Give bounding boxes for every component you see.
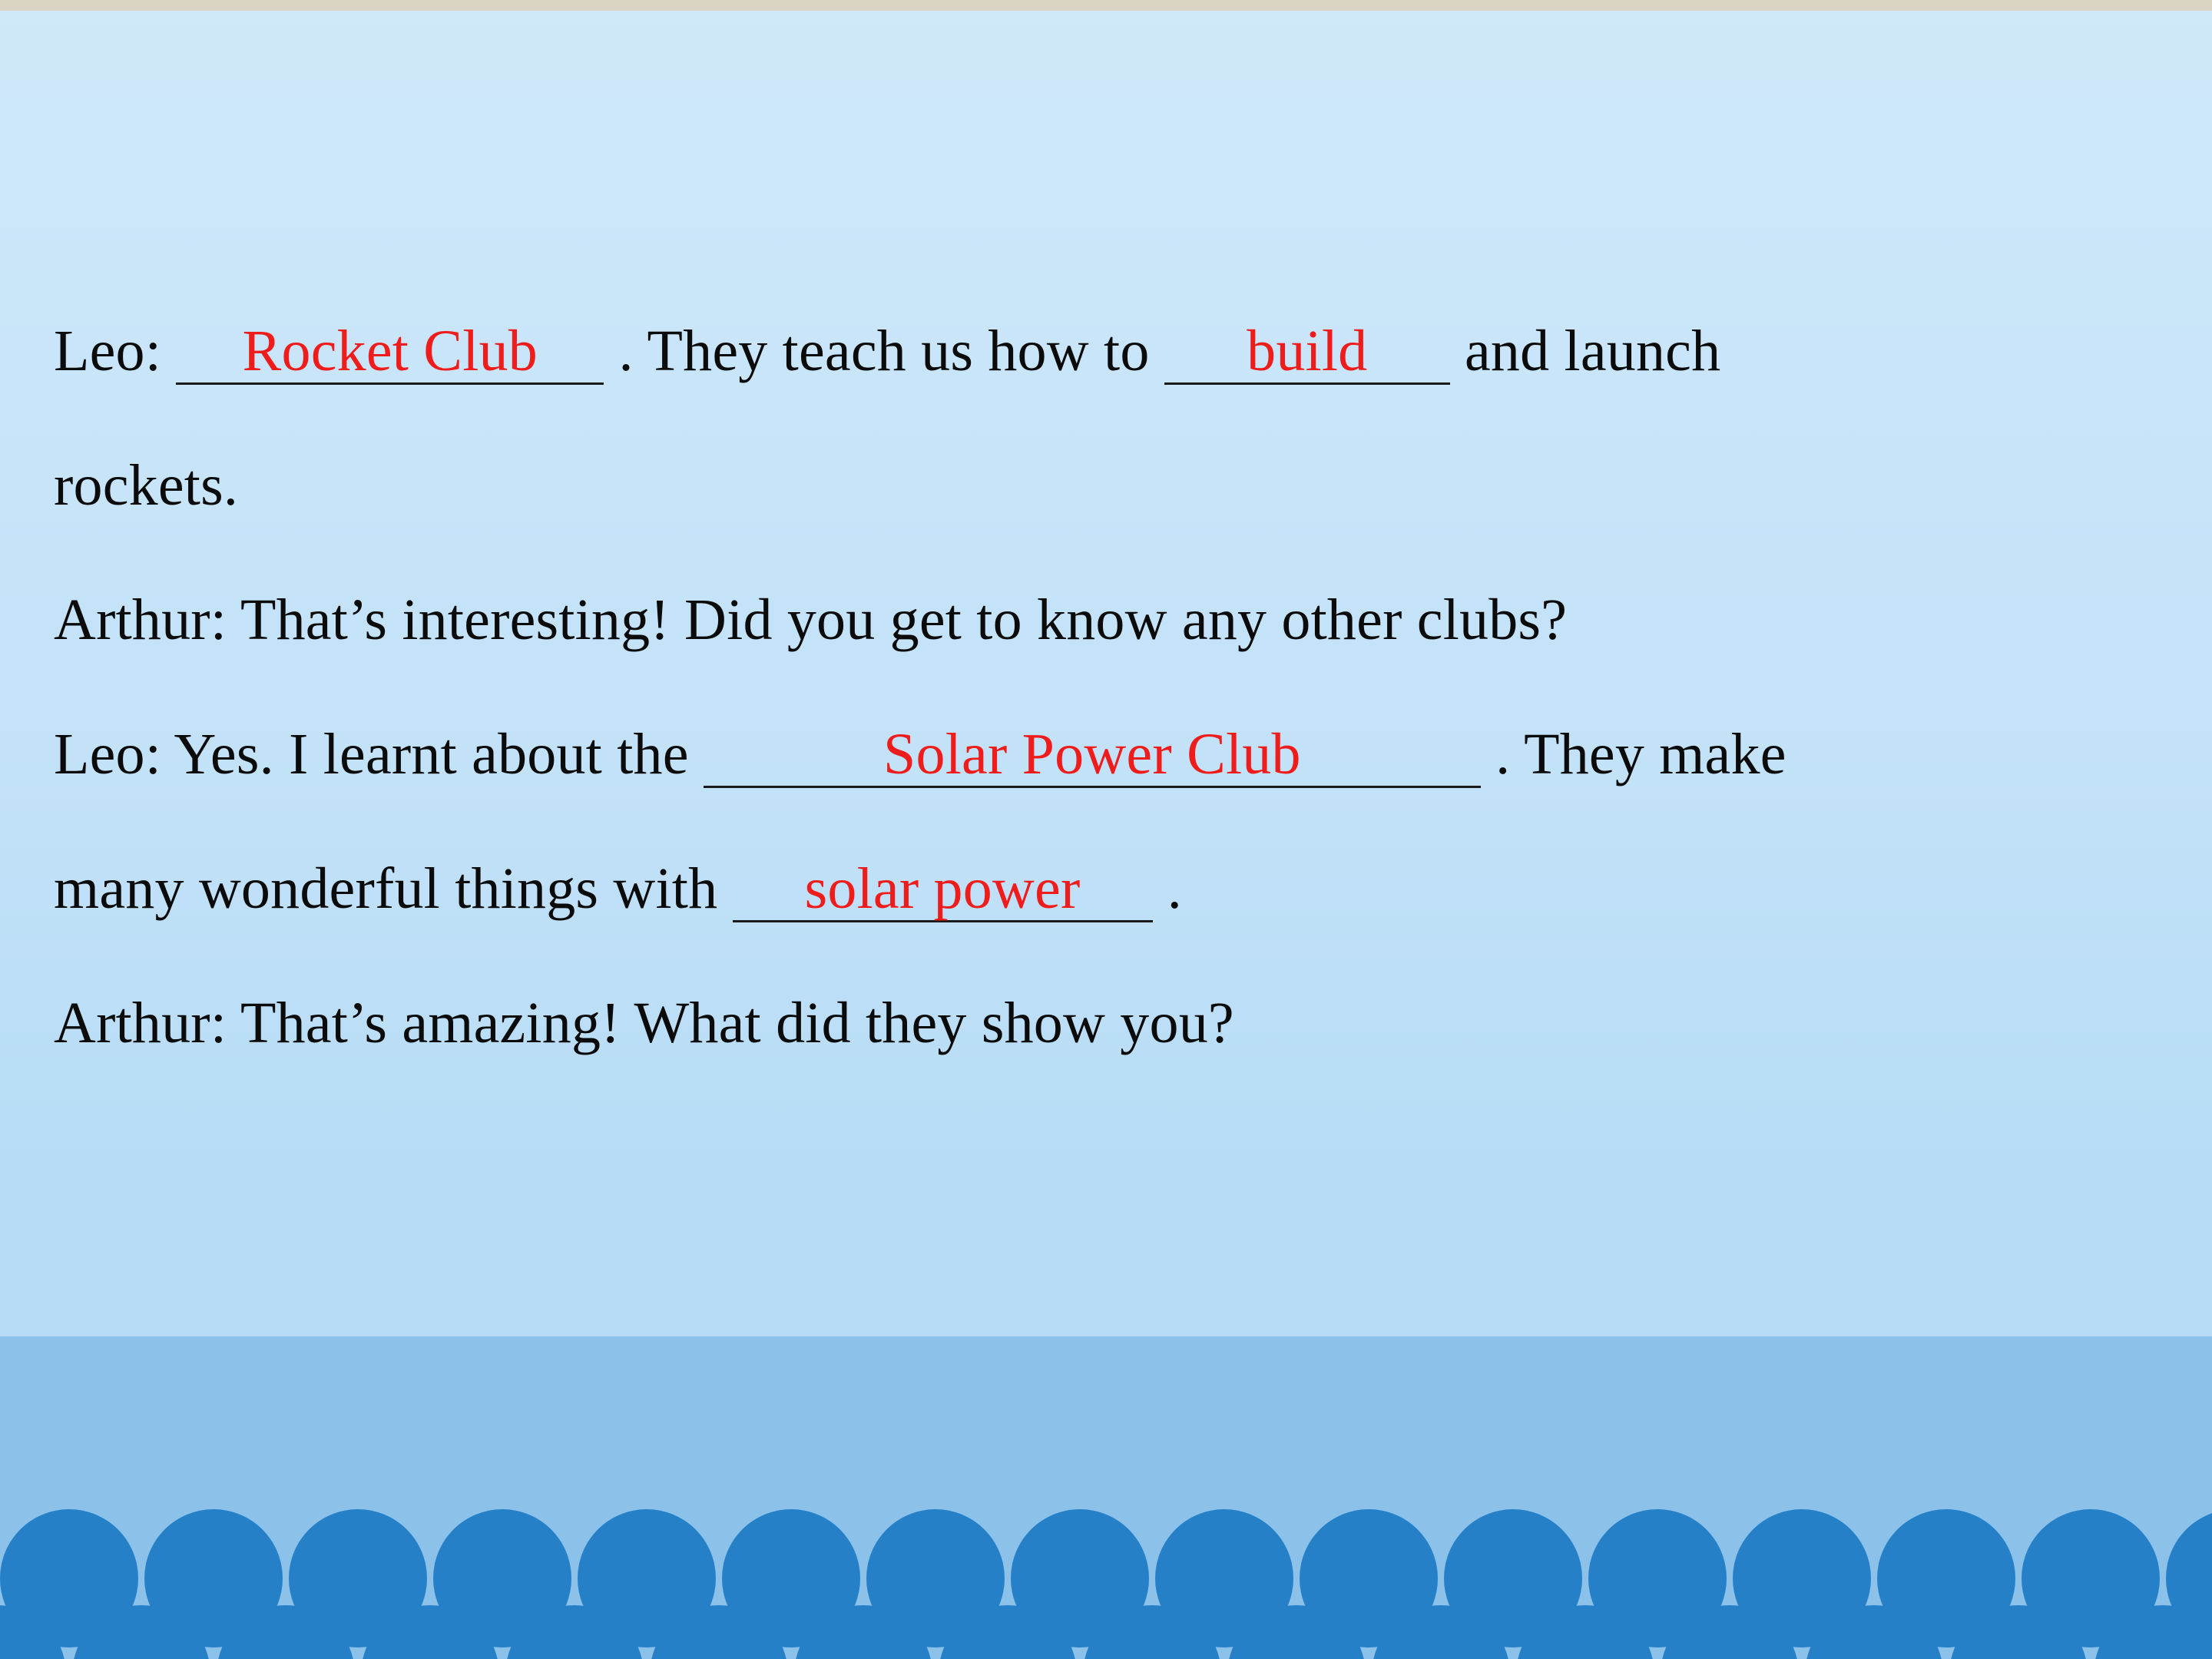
dialogue-line-2: rockets. [54, 453, 239, 518]
answer-blank-rocket-club: Rocket Club [176, 321, 604, 385]
dialogue-line-5 [54, 822, 2128, 956]
speaker-label-leo-1: Leo: [54, 319, 162, 383]
line-4-trailing-text: . They make [1495, 722, 1786, 786]
scallop-circle [217, 1605, 355, 1659]
line-5-leading-text: many wonderful things with [54, 856, 718, 921]
scallop-circle [939, 1605, 1077, 1659]
scallop-circle [1227, 1605, 1366, 1659]
line-5-trailing-text: . [1167, 856, 1182, 921]
scallop-circle [650, 1605, 788, 1659]
scallop-circle [1083, 1605, 1221, 1659]
scallop-circle [1949, 1605, 2088, 1659]
dialogue-body [54, 284, 2128, 1091]
answer-blank-build: build [1164, 321, 1450, 385]
scallop-circle [1372, 1605, 1510, 1659]
answer-blank-solar-power: solar power [733, 859, 1153, 922]
dialogue-line-1 [54, 284, 2128, 419]
scallop-row-bottom [0, 1605, 2140, 1659]
scallop-circle [72, 1605, 210, 1659]
scallop-circle [505, 1605, 644, 1659]
top-edge-strip [0, 0, 2212, 11]
dialogue-line-3: Arthur: That’s interesting! Did you get to know any other clubs? [54, 588, 1568, 652]
dialogue-line-4 [54, 687, 2128, 822]
scallop-circle [794, 1605, 932, 1659]
scallop-circle [361, 1605, 499, 1659]
scallop-circle [0, 1605, 66, 1659]
scallop-circle [2094, 1605, 2212, 1659]
line-1-middle-text: . They teach us how to [618, 319, 1150, 383]
scallop-circle [1661, 1605, 1799, 1659]
speaker-label-leo-2: Leo: Yes. I learnt about the [54, 722, 689, 786]
dialogue-line-6: Arthur: That’s amazing! What did they show you? [54, 991, 1234, 1055]
answer-blank-solar-power-club: Solar Power Club [704, 724, 1481, 788]
line-1-trailing-text: and launch [1464, 319, 1721, 383]
scallop-circle [1516, 1605, 1654, 1659]
scallop-circle [1805, 1605, 1943, 1659]
